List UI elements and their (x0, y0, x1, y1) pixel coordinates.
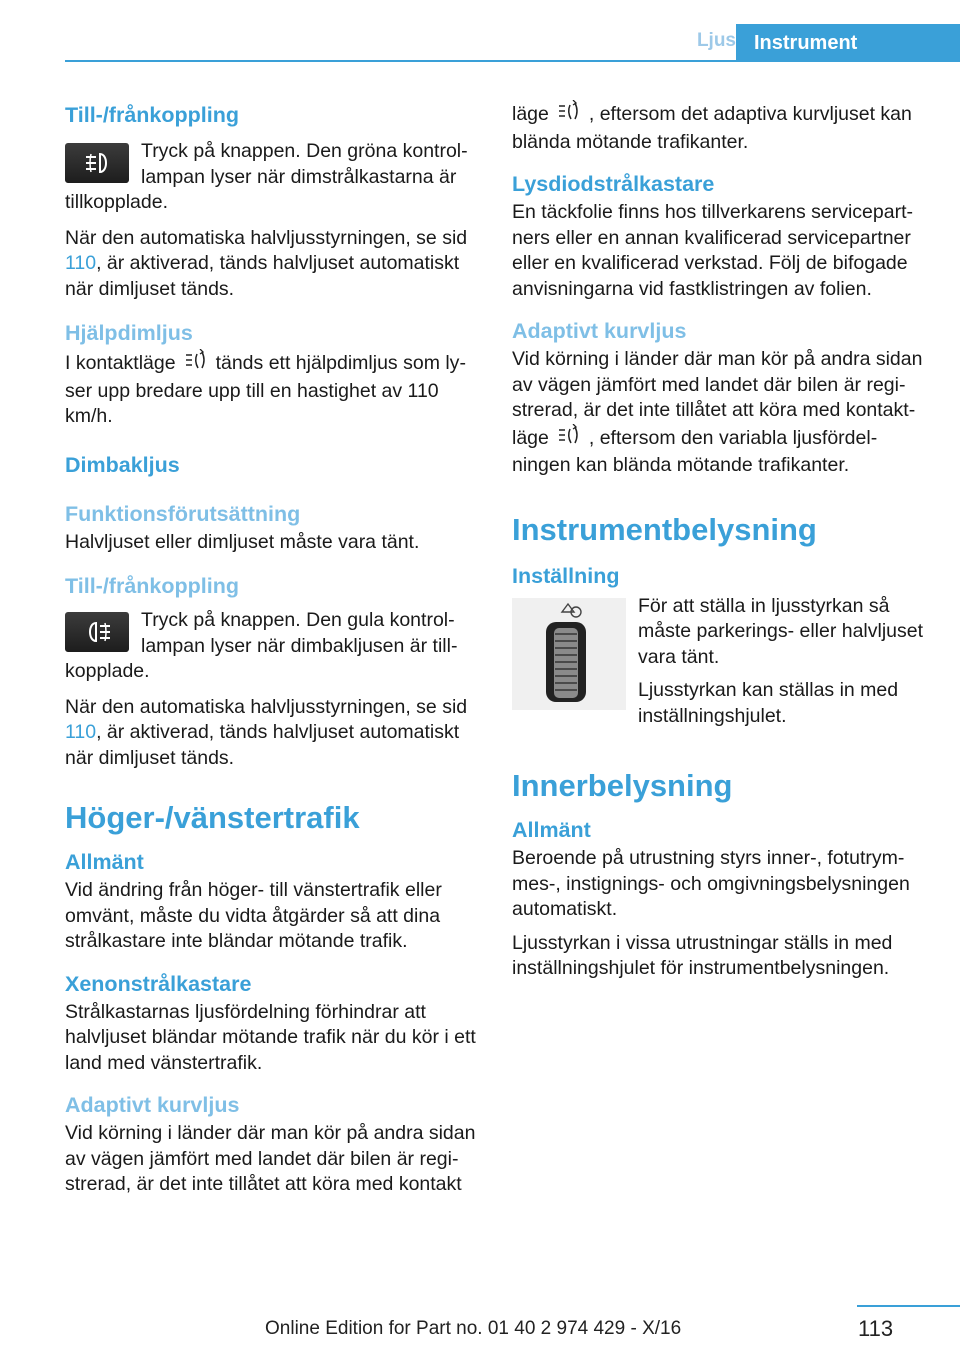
text-span: , eftersom det adaptiva kurvljuset kan blända mötande trafikanter. (512, 102, 912, 153)
text-adaptive: Vid körning i länder där man kör på andra sidan av vägen jämfört med landet där bilen är registrerad, är det inte tillåtet att köra med kontakt (65, 1122, 476, 1195)
text-setting-1: För att ställa in ljusstyrkan så måste parkerings- eller halvljuset vara tänt. (638, 594, 924, 668)
text-span: , eftersom den variabla ljusfördelningen kan blända mötande trafikanter. (512, 426, 878, 476)
text-span: Vid körning i länder där man kör på andra sidan av vägen jämfört med landet där bilen är registrerad, är det inte tillåtet att köra med kontaktläge (512, 348, 923, 449)
heading-interior-lighting: Innerbelysning (512, 768, 733, 803)
heading-xenon: Xenonstrålkastare (65, 971, 252, 996)
text-span: I kontaktläge (65, 351, 176, 374)
thumbwheel-illustration (512, 598, 626, 710)
text-front-fog-auto (65, 226, 481, 303)
text-led: En täckfolie finns hos tillverkarens servicepartners eller en annan kvalificerad servicepartner eller en kvalificerad verkstad. Följ de bifogade anvisningarna vid fastklistringen av folien. (512, 201, 914, 300)
text-span: , är aktiverad, tänds halvljuset automatiskt när dimljuset tänds. (65, 252, 460, 300)
text-span: tänds ett hjälpdimljus som lyser upp bredare upp till en hastighet av 110 km/h. (65, 351, 466, 427)
heading-adaptive-right: Adaptivt kurvljus (512, 319, 687, 343)
heading-general-right: Allmänt (512, 818, 591, 842)
text-rear-fog-auto (65, 695, 481, 772)
text-front-fog-press: Tryck på knappen. Den gröna kontrollampan lyser när dimstrålkastarna är tillkopplade. (65, 140, 468, 213)
page-link-110[interactable]: 110 (65, 721, 97, 743)
header-chapter-tab[interactable]: Instrument (736, 24, 960, 62)
header-section-tab[interactable]: Ljus (696, 30, 736, 51)
heading-instrument-lighting: Instrumentbelysning (512, 511, 817, 547)
text-aux-fog (65, 349, 481, 430)
heading-on-off-rear: Till-/frånkoppling (65, 574, 239, 598)
text-span: När den automatiska halvljusstyrningen, se sid (65, 226, 468, 249)
text-general: Vid ändring från höger- till vänstertrafik eller omvänt, måste du vidta åtgärder så att dina strålkastare inte bländar mötande trafik. (65, 879, 442, 952)
heading-setting: Inställning (512, 563, 620, 588)
text-span: , är aktiverad, tänds halvljuset automatiskt när dimljuset tänds. (65, 721, 460, 769)
text-adaptive-right (512, 347, 928, 479)
heading-traffic: Höger-/vänstertrafik (65, 800, 360, 835)
heading-prerequisites: Funktionsförutsättning (65, 501, 301, 526)
ignition-key-icon (557, 100, 581, 130)
text-rear-fog-press: Tryck på knappen. Den gula kontrollampan lyser när dimbakljusen är tillkopplade. (65, 609, 458, 682)
page-number: 113 (858, 1316, 894, 1341)
text-xenon: Strålkastarnas ljusfördelning förhindrar att halvljuset bländar mötande trafik när du kör i ett land med vänstertrafik. (65, 1000, 476, 1074)
text-span: läge (512, 102, 549, 125)
rear-fog-button-icon (65, 612, 129, 652)
right-column (512, 100, 928, 982)
ignition-key-icon (557, 424, 581, 454)
heading-aux-fog: Hjälpdimljus (65, 321, 193, 345)
footer-rule (857, 1305, 960, 1307)
left-column (65, 100, 481, 1198)
edition-footer: Online Edition for Part no. 01 40 2 974 429 - X/16 (265, 1318, 682, 1339)
heading-adaptive: Adaptivt kurvljus (65, 1093, 240, 1117)
heading-led: Lysdiodstrålkastare (512, 172, 715, 196)
text-interior-1: Beroende på utrustning styrs inner-, fotutrymmes-, instignings- och omgivningsbelysningen automatiskt. (512, 847, 910, 920)
text-setting-2: Ljusstyrkan kan ställas in med inställningshjulet. (638, 679, 899, 727)
text-span: När den automatiska halvljusstyrningen, se sid (65, 695, 468, 718)
page-link-110[interactable]: 110 (65, 252, 97, 274)
heading-on-off: Till-/frånkoppling (65, 103, 239, 127)
heading-rear-fog: Dimbakljus (65, 452, 180, 477)
text-prerequisites: Halvljuset eller dimljuset måste vara tänt. (65, 530, 420, 553)
ignition-key-icon (184, 349, 208, 379)
text-interior-2: Ljusstyrkan i vissa utrustningar ställs in med inställningshjulet för instrumentbelysningen. (512, 931, 893, 979)
front-fog-button-icon (65, 143, 129, 183)
text-adaptive-cont (512, 100, 928, 155)
heading-general: Allmänt (65, 850, 144, 874)
